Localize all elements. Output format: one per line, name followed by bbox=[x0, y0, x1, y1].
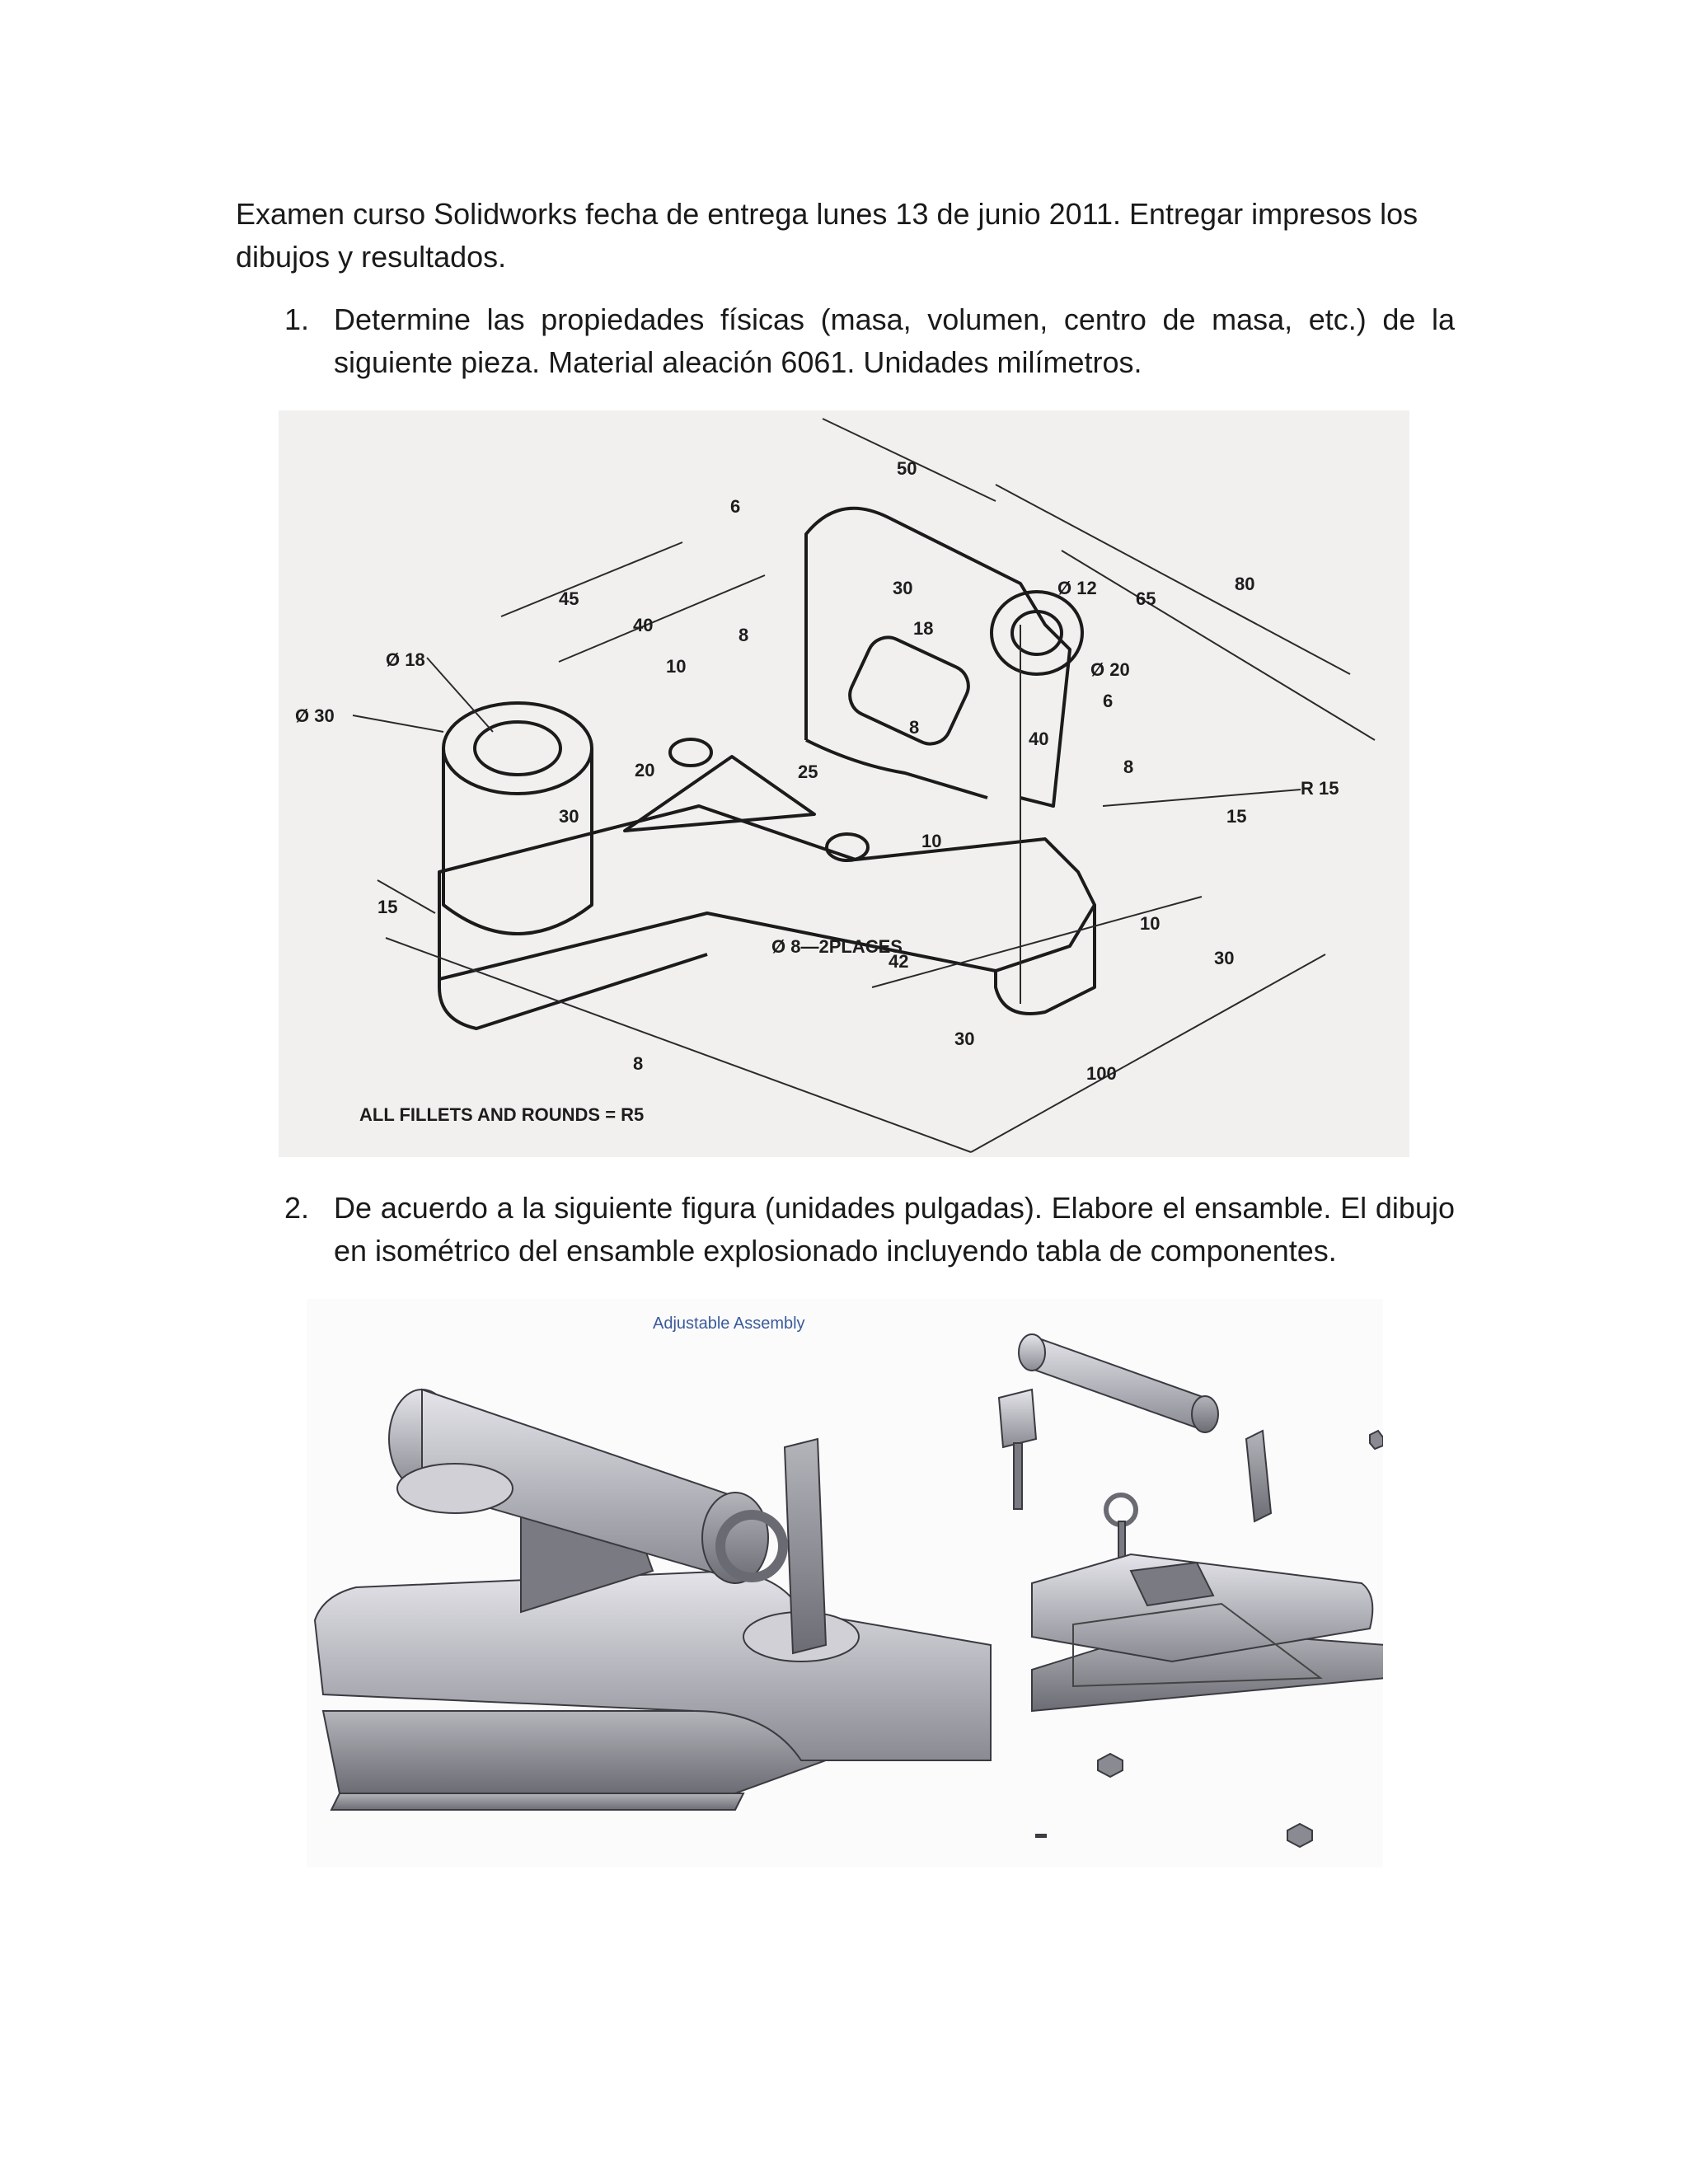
intro-paragraph: Examen curso Solidworks fecha de entrega lunes 13 de junio 2011. Entregar impresos los dibujos y resultados. bbox=[236, 197, 1418, 274]
dim-label: 45 bbox=[559, 588, 579, 609]
assembly-svg bbox=[307, 1299, 1383, 1868]
assembly-figure bbox=[307, 1299, 1383, 1868]
dim-label: 8 bbox=[909, 717, 920, 738]
dim-label: 20 bbox=[635, 760, 655, 780]
dim-label: R 15 bbox=[1301, 778, 1339, 799]
dim-label: 30 bbox=[954, 1029, 975, 1049]
assembly-title: Adjustable Assembly bbox=[653, 1315, 805, 1333]
fillets-note: ALL FILLETS AND ROUNDS = R5 bbox=[359, 1104, 645, 1125]
list-item-1 bbox=[284, 298, 1455, 384]
dim-label: Ø 8—2PLACES bbox=[771, 936, 903, 957]
list-item-text: De acuerdo a la siguiente figura (unidades pulgadas). Elabore el ensamble. El dibujo en isométrico del ensamble explosionado incluyendo tabla de componentes. bbox=[334, 1191, 1455, 1268]
dim-label: 6 bbox=[1103, 691, 1114, 711]
list-item-number: 1. bbox=[284, 302, 310, 336]
list-item-2 bbox=[284, 1187, 1455, 1272]
dim-label: Ø 20 bbox=[1090, 659, 1130, 680]
dim-label: 50 bbox=[897, 458, 917, 479]
dim-label: Ø 12 bbox=[1057, 578, 1097, 598]
dim-label: 18 bbox=[913, 618, 934, 639]
dim-label: 40 bbox=[633, 615, 654, 635]
dim-label: 30 bbox=[1214, 948, 1235, 968]
dim-label: Ø 18 bbox=[386, 649, 425, 670]
dim-label: 10 bbox=[666, 656, 687, 677]
part-drawing-svg bbox=[279, 410, 1409, 1157]
list-item-number: 2. bbox=[284, 1191, 310, 1225]
dim-label: 10 bbox=[1140, 913, 1160, 934]
dim-label: 15 bbox=[377, 897, 398, 917]
dim-label: 30 bbox=[893, 578, 913, 598]
dim-label: 8 bbox=[1123, 757, 1134, 777]
dim-label: 8 bbox=[738, 625, 749, 645]
dim-label: 100 bbox=[1086, 1063, 1117, 1084]
dim-label: 65 bbox=[1136, 588, 1156, 609]
dim-label: 30 bbox=[559, 806, 579, 827]
dim-label: 8 bbox=[633, 1053, 644, 1074]
list-item-text: Determine las propiedades físicas (masa, volumen, centro de masa, etc.) de la siguiente pieza. Material aleación 6061. Unidades milímetros. bbox=[334, 302, 1455, 379]
dim-label: 80 bbox=[1235, 574, 1255, 594]
part-drawing-figure bbox=[279, 410, 1409, 1157]
dim-label: 15 bbox=[1226, 806, 1247, 827]
dim-label: 6 bbox=[730, 496, 741, 517]
dim-label: Ø 30 bbox=[295, 705, 335, 726]
dim-label: 25 bbox=[798, 762, 818, 782]
dim-label: 42 bbox=[889, 951, 909, 972]
dim-label: 10 bbox=[921, 831, 942, 851]
dim-label: 40 bbox=[1029, 729, 1049, 749]
